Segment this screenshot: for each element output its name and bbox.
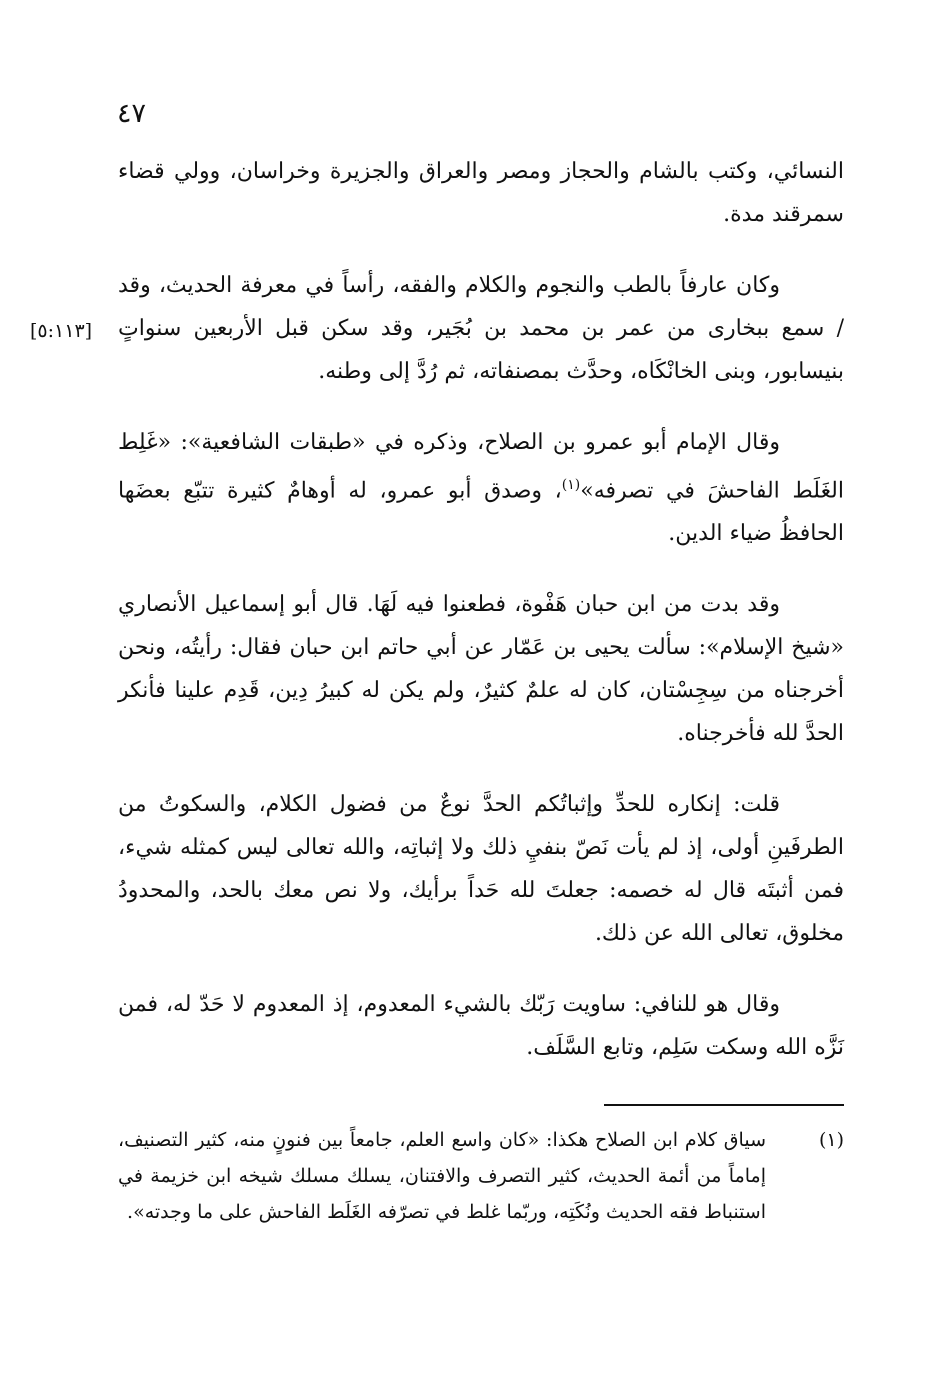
paragraph-5: قلت: إنكاره للحدِّ وإثباتُكم الحدَّ نوعٌ من فضول الكلام، والسكوتُ من الطرفَينِ أولى، إذ لم يأت نَصّ بنفيِ ذلك ولا إثباتِه، والله تعالى ليس كمثله شيء، فمن أثبتَه قال له خصمه: جعلتَ لله حَداً برأيك، ولا نص معك بالحد، والمحدودُ مخلوق، تعالى الله عن ذلك. [118,792,844,947]
paragraph-1: النسائي، وكتب بالشام والحجاز ومصر والعراق والجزيرة وخراسان، وولي قضاء سمرقند مدة. [118,159,844,227]
footnote-text: سياق كلام ابن الصلاح هكذا: «كان واسع العلم، جامعاً بين فنونٍ منه، كثير التصنيف، إماماً من أئمة الحديث، كثير التصرف والافتنان، يسلك مسلك شيخه ابن خزيمة في استنباط فقه الحديث ونُكَتِه، وربّما غلط في تصرّفه الغَلَط الفاحش على ما وجدته». [118,1129,766,1223]
paragraph-3-before-note: وقال الإمام أبو عمرو بن الصلاح، وذكره في «طبقات الشافعية»: «غَلِط الغَلَط الفاحشَ في تصرفه» [118,430,844,504]
paragraph-6: وقال هو للنافي: ساويت رَبّك بالشيء المعدوم، إذ المعدوم لا حَدّ له، فمن نَزَّه الله وسكت سَلِم، وتابع السَّلَف. [118,992,844,1061]
page-number: ٤٧ [117,98,147,129]
margin-reference: [٥:١١٣] [30,320,93,342]
footnote-number: (١) [818,1129,844,1151]
paragraph-4: وقد بدت من ابن حبان هَفْوة، فطعنوا فيه لَهَا. قال أبو إسماعيل الأنصاري «شيخ الإسلام»: سألت يحيى بن عَمّار عن أبي حاتم ابن حبان فقال: رأيتُه، ونحن أخرجناه من سِجِسْتان، كان له علمٌ كثيرٌ، ولم يكن له كبيرُ دِين، قَدِم علينا فأنكر الحدَّ لله فأخرجناه. [118,592,844,747]
paragraph-3-after-note: ، وصدق أبو عمرو، له أوهامٌ كثيرة تتبّع بعضَها الحافظُ ضياء الدين. [118,478,844,547]
footnote [118,1122,844,1230]
footnote-divider [604,1104,844,1106]
main-text [118,150,844,1097]
paragraph-2: وكان عارفاً بالطب والنجوم والكلام والفقه، رأساً في معرفة الحديث، وقد / سمع ببخارى من عمر بن محمد بن بُجَير، وقد سكن قبل الأربعين سنواتٍ بنيسابور، وبنى الخانْكَاه، وحدَّث بمصنفاته، ثم رُدَّ إلى وطنه. [118,273,844,384]
paragraph-3 [118,421,844,555]
footnote-reference: (١) [561,477,581,493]
